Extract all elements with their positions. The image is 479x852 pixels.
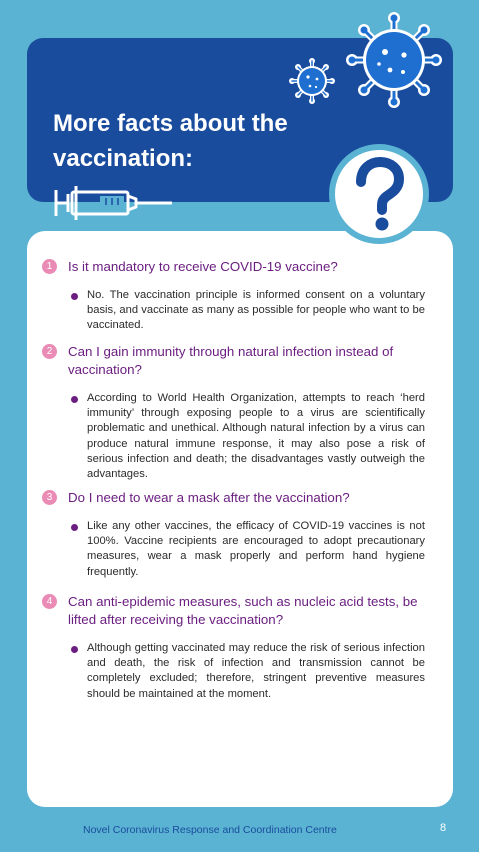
- faq-answer: [87, 391, 425, 482]
- bullet-icon: [71, 524, 78, 531]
- question-number-badge: 3: [42, 490, 57, 505]
- faq-item: [27, 258, 453, 334]
- faq-question: [42, 258, 442, 276]
- question-number-badge: 1: [42, 259, 57, 274]
- faq-question: [42, 593, 442, 629]
- answer-text: Although getting vaccinated may reduce the risk of serious infection and death, the risk of infection and transmission cannot be completely excluded; therefore, stringent preventive measures should be maintained at the moment.: [87, 642, 425, 700]
- answer-text: No. The vaccination principle is informed consent on a voluntary basis, and vaccinate as many as possible for people who want to be vaccinated.: [87, 289, 425, 332]
- page-title: More facts about the vaccination:: [53, 110, 288, 172]
- bullet-icon: [71, 293, 78, 300]
- faq-item: [27, 489, 453, 580]
- faq-question: [42, 489, 442, 507]
- question-text: Is it mandatory to receive COVID-19 vaccine?: [68, 259, 338, 274]
- faq-answer: [87, 288, 425, 334]
- faq-card: [27, 231, 453, 807]
- question-text: Can I gain immunity through natural infection instead of vaccination?: [68, 344, 394, 377]
- question-text: Do I need to wear a mask after the vaccination?: [68, 490, 350, 505]
- question-mark-icon: [327, 142, 431, 246]
- faq-answer: [87, 519, 425, 580]
- answer-text: According to World Health Organization, attempts to reach ‘herd immunity’ through exposing people to a virus are scientifically problematic and unethical. Although natural infection by a virus can produce natural immune response, it may also pose a risk of serious infection and death; the disadvantages vastly outweigh the advantages.: [87, 392, 425, 481]
- footer-organization: Novel Coronavirus Response and Coordination Centre: [83, 824, 337, 836]
- question-number-badge: 4: [42, 594, 57, 609]
- faq-answer: [87, 641, 425, 702]
- faq-item: [27, 343, 453, 482]
- syringe-icon: [54, 182, 176, 222]
- virus-icon: [344, 10, 444, 110]
- question-text: Can anti-epidemic measures, such as nucleic acid tests, be lifted after receiving the vaccination?: [68, 594, 418, 627]
- faq-question: [42, 343, 442, 379]
- bullet-icon: [71, 646, 78, 653]
- page-number: 8: [440, 822, 447, 834]
- bullet-icon: [71, 396, 78, 403]
- answer-text: Like any other vaccines, the efficacy of COVID-19 vaccines is not 100%. Vaccine recipients are encouraged to adopt precautionary measures, wear a mask properly and perform hand hygiene frequently.: [87, 520, 425, 578]
- question-number-badge: 2: [42, 344, 57, 359]
- faq-item: [27, 593, 453, 702]
- virus-icon: [288, 57, 336, 105]
